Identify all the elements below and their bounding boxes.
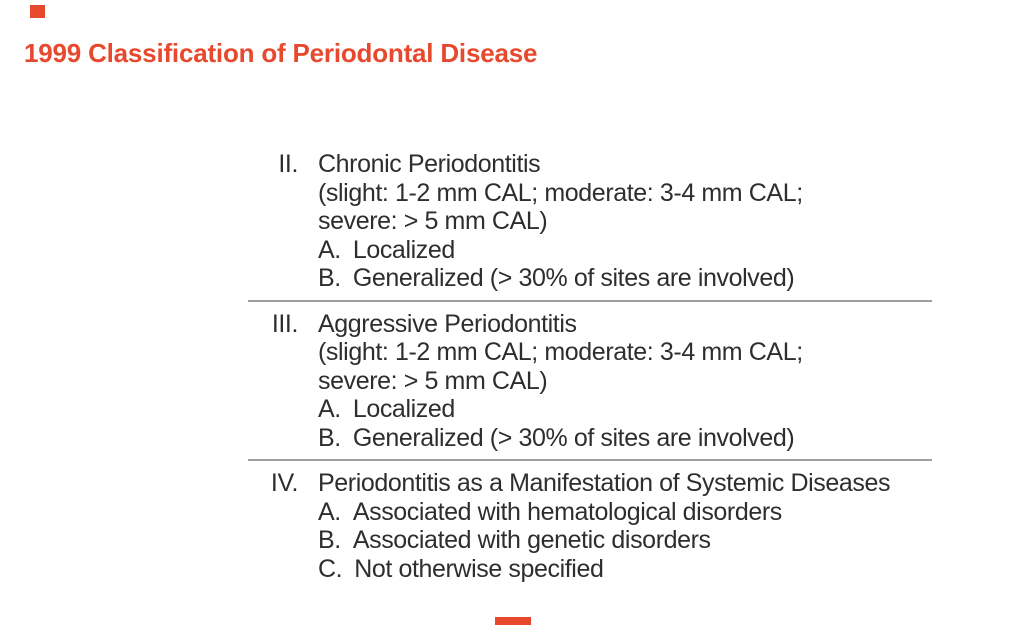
subitem-label: C. <box>318 554 343 583</box>
section-numeral: IV. <box>270 469 298 497</box>
section-detail-line: (slight: 1-2 mm CAL; moderate: 3-4 mm CAL; <box>318 338 803 366</box>
subitem-text: Localized <box>352 235 455 264</box>
page-title: 1999 Classification of Periodontal Disease <box>24 38 538 68</box>
accent-square <box>30 5 45 18</box>
section-subitem <box>248 264 932 293</box>
subitem-text: Generalized (> 30% of sites are involved) <box>352 423 795 452</box>
section-detail-line: (slight: 1-2 mm CAL; moderate: 3-4 mm CAL; <box>318 178 803 207</box>
section-heading: Aggressive Periodontitis <box>318 309 577 338</box>
subitem-text: Associated with genetic disorders <box>352 526 711 554</box>
section-subitem <box>248 424 932 453</box>
section-detail-line: severe: > 5 mm CAL) <box>318 366 548 395</box>
subitem-label: B. <box>318 423 341 452</box>
subitem-text: Associated with hematological disorders <box>352 497 782 526</box>
subitem-label: A. <box>318 497 341 526</box>
section-heading: Periodontitis as a Manifestation of Systemic Diseases <box>318 469 891 497</box>
classification-section <box>248 150 932 300</box>
section-subitem <box>248 236 932 265</box>
section-subitem <box>248 555 932 584</box>
section-subitem <box>248 498 932 527</box>
subitem-label: B. <box>318 526 341 554</box>
classification-section <box>248 302 932 460</box>
subitem-text: Generalized (> 30% of sites are involved) <box>352 264 795 292</box>
subitem-label: B. <box>318 264 341 292</box>
section-subitem <box>248 526 932 555</box>
section-detail-line: severe: > 5 mm CAL) <box>318 207 548 235</box>
classification-list <box>248 150 932 583</box>
section-heading-row <box>248 469 932 498</box>
section-heading: Chronic Periodontitis <box>318 150 541 178</box>
classification-section <box>248 461 932 583</box>
subitem-text: Not otherwise specified <box>354 554 604 583</box>
subitem-label: A. <box>318 235 341 264</box>
accent-bar <box>495 617 531 625</box>
section-numeral: III. <box>271 309 298 338</box>
section-heading-row <box>248 150 932 179</box>
section-subitem <box>248 395 932 424</box>
subitem-label: A. <box>318 395 341 423</box>
section-heading-row <box>248 310 932 339</box>
subitem-text: Localized <box>352 395 455 423</box>
section-numeral: II. <box>278 150 298 178</box>
